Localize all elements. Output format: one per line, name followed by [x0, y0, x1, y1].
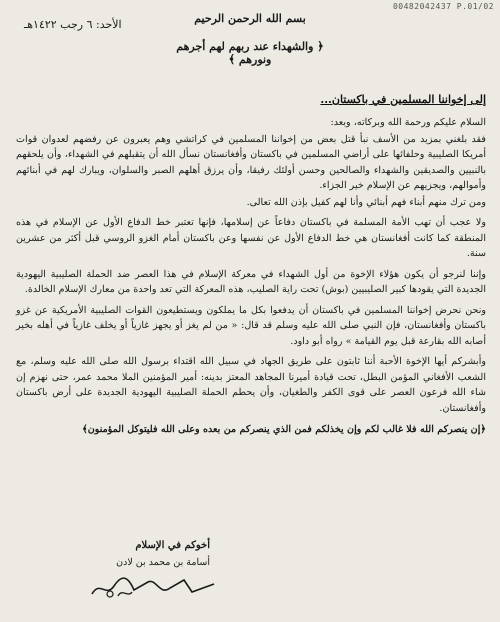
body-paragraph: ومن ترك منهم أبناء فهم أبنائي وأنا لهم كفيل بإذن الله تعالى. [246, 196, 486, 208]
body-paragraph: وأبشركم أيها الإخوة الأحبة أننا ثابتون على طريق الجهاد في سبيل الله اقتداء برسول الله صلى الله عليه وسلم، مع الشعب الأفغاني المؤمن البطل، تحت قيادة أميرنا المجاهد المعتز بدينه: أمير المؤمنين الملا محمد عمر، حتى نهزم إن شاء الله فرعون العصر على قوى الكفر والطغيان، وأن يحطم الحملة الصليبية اليهودية الجديدة على أرض باكستان وأفغانستان. [16, 356, 486, 414]
letter-date: الأحد: ٦ رجب ١٤٢٢هـ [24, 18, 122, 31]
body-paragraph: ونحن نحرض إخواننا المسلمين في باكستان أن يدفعوا بكل ما يملكون ويستطيعون القوات الصليبية الأمريكية عن غزو باكستان وأفغانستان، فإن النبي صلى الله عليه وسلم قد قال: « من لم يغز أو يجهز غازياً أو يخلف غازياً في أهله بخير أصابه الله بقارعة قبل يوم القيامة » رواه أبو داود. [16, 304, 486, 347]
quran-verse-heading: ﴿ والشهداء عند ربهم لهم أجرهم ونورهم ﴾ [176, 40, 324, 66]
basmala-heading: بسم الله الرحمن الرحيم [194, 12, 306, 25]
letter-addressee: إلى إخواننا المسلمين في باكستان... [320, 93, 486, 106]
salutation-paragraph: السلام عليكم ورحمة الله وبركاته، وبعد: [330, 117, 486, 128]
fax-header-code: 00482042437 P.01/02 [392, 2, 494, 11]
body-paragraph: فقد بلغني بمزيد من الأسف نبأ قتل بعض من إخواننا المسلمين في كراتشي وهم يعبرون عن رفضهم لعدوان قوات أمريكا الصليبية وحلفائها على أراضي المسلمين في باكستان وأفغانستان نسأل الله أن يتقبلهم في الشهداء، وأن يلحقهم بالنبيين والصديقين والشهداء والصالحين وحسن أولئك رفيقا، وأن يرزق أهلهم الصبر والسلوان، ويبارك لهم في أبنائهم وأموالهم، ويجزيهم عن الإسلام خير الجزاء. [16, 133, 486, 191]
signature-greeting: أخوكم في الإسلام [135, 540, 210, 551]
signature-name: أسامة بن محمد بن لادن [116, 557, 210, 568]
signature-block [116, 540, 210, 568]
body-paragraph: ولا عجب أن تهب الأمة المسلمة في باكستان دفاعاً عن إسلامها، فإنها تعتبر خط الدفاع الأول عن الإسلام في هذه المنطقة كما كانت أفغانستان هي خط الدفاع الأول عن نفسها وعن باكستان أمام الغزو الروسي قبل أكثر من عشرين سنة. [16, 217, 486, 259]
handwritten-signature [88, 568, 218, 602]
body-paragraph: وإننا لنرجو أن يكون هؤلاء الإخوة من أول الشهداء في معركة الإسلام في هذا العصر ضد الحملة الصليبية اليهودية الجديدة التي يقودها كبير الصليبيين (بوش) تحت راية الصليب، هذه المعركة التي تعد واحدة من معارك الإسلام الخالدة. [16, 268, 486, 295]
letter-body [16, 115, 486, 439]
closing-verse: ﴿إن ينصركم الله فلا غالب لكم وإن يخذلكم فمن الذي ينصركم من بعده وعلى الله فليتوكل المؤمنون﴾ [82, 424, 486, 435]
